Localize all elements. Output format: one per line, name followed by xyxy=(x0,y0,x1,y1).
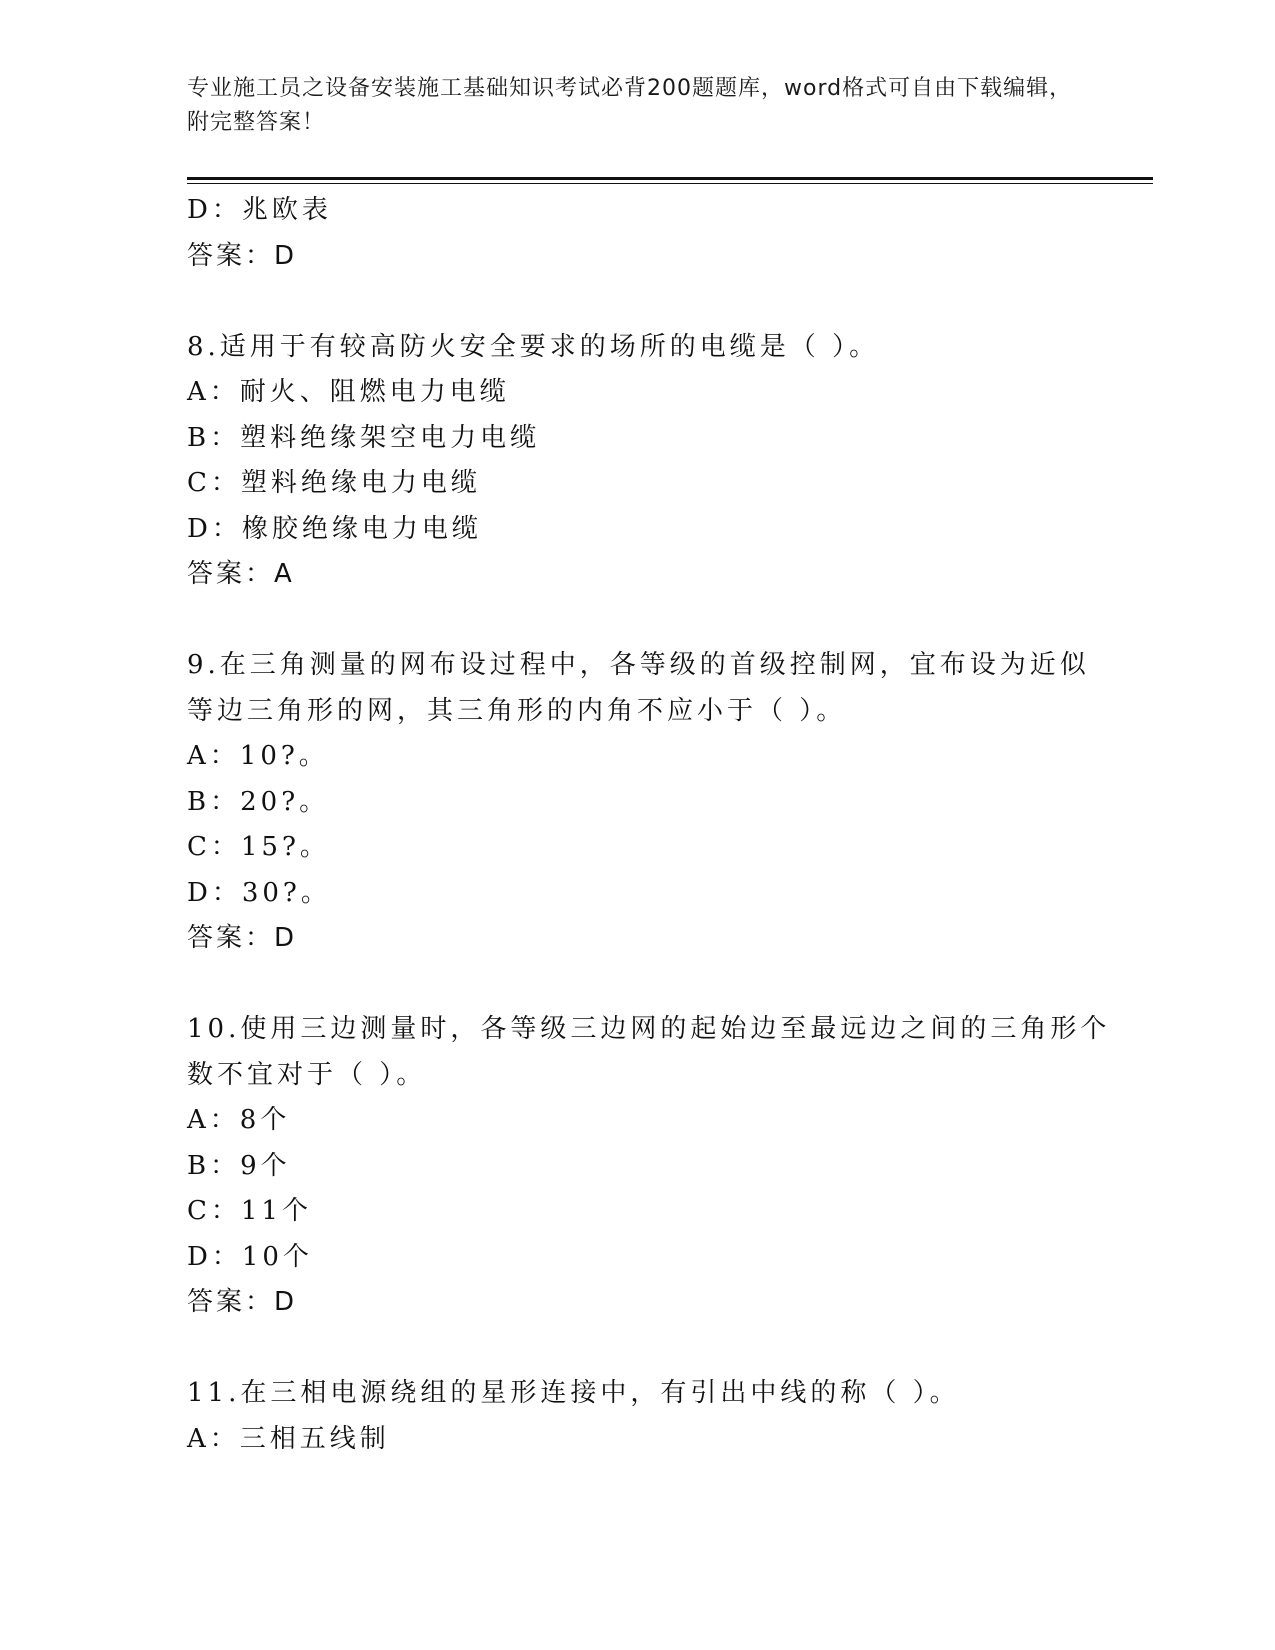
option-d: D：橡胶绝缘电力电缆 xyxy=(187,513,482,544)
option-a: A：耐火、阻燃电力电缆 xyxy=(187,377,510,407)
answer-line: 答案：D xyxy=(187,923,298,953)
header-divider-thick xyxy=(187,177,1153,180)
option-c: C：11个 xyxy=(187,1196,312,1226)
page-header: 专业施工员之设备安装施工基础知识考试必背200题题库，word格式可自由下载编辑，附完整答案！ xyxy=(187,76,1073,135)
option-b: B：20?。 xyxy=(187,786,330,817)
option-a: A：10?。 xyxy=(187,741,329,771)
question-list xyxy=(187,188,1111,1462)
answer-line: 答案：A xyxy=(187,559,295,589)
option-b: B：塑料绝缘架空电力电缆 xyxy=(187,422,541,453)
question-text: 11.在三相电源绕组的星形连接中，有引出中线的称（ ）。 xyxy=(187,1378,960,1408)
spacer xyxy=(187,279,1087,325)
option-b: B：9个 xyxy=(187,1150,291,1181)
question-block-10 xyxy=(187,1007,1111,1326)
option-c: C：15?。 xyxy=(187,832,330,862)
question-block-9 xyxy=(187,643,1090,962)
option-d: D：兆欧表 xyxy=(187,195,332,225)
header-divider-thin xyxy=(187,183,1153,184)
spacer xyxy=(187,1326,1087,1372)
option-c: C：塑料绝缘电力电缆 xyxy=(187,468,481,498)
answer-line: 答案：D xyxy=(187,240,298,271)
option-d: D：30?。 xyxy=(187,877,331,908)
question-text: 10.使用三边测量时，各等级三边网的起始边至最远边之间的三角形个 xyxy=(187,1014,1111,1044)
spacer xyxy=(187,962,1087,1008)
question-text-continued: 数不宜对于（ ）。 xyxy=(187,1059,427,1090)
question-block-8 xyxy=(187,325,1087,598)
option-d: D：10个 xyxy=(187,1241,313,1272)
option-a: A：8个 xyxy=(187,1105,291,1135)
question-block-7 xyxy=(187,188,1087,279)
question-text-continued: 等边三角形的网，其三角形的内角不应小于（ ）。 xyxy=(187,695,847,726)
question-text: 8.适用于有较高防火安全要求的场所的电缆是（ ）。 xyxy=(187,331,880,362)
question-block-11 xyxy=(187,1371,1087,1462)
spacer xyxy=(187,598,1087,644)
answer-line: 答案：D xyxy=(187,1287,298,1317)
option-a: A：三相五线制 xyxy=(187,1423,390,1454)
question-text: 9.在三角测量的网布设过程中，各等级的首级控制网，宜布设为近似 xyxy=(187,650,1090,680)
